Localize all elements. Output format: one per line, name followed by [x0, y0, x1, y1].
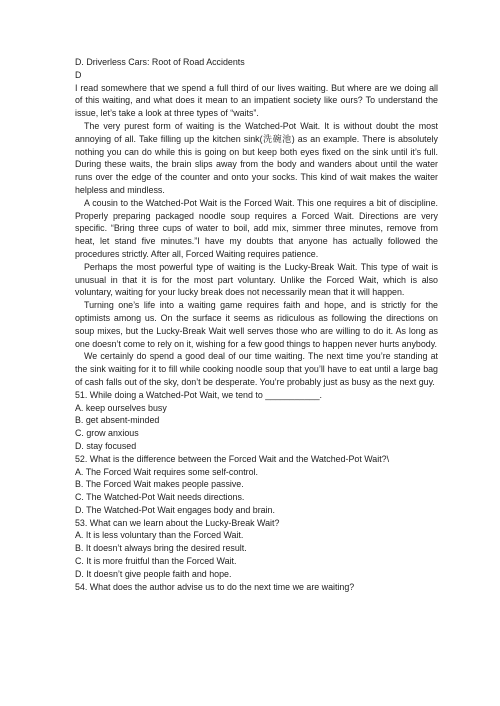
answer-option: D. The Watched-Pot Wait engages body and brain. [75, 504, 275, 515]
answer-option: C. The Watched-Pot Wait needs directions. [75, 492, 245, 503]
passage-paragraph: The very purest form of waiting is the Watched-Pot Wait. It is without doubt the most annoying of all. Take filling up the kitchen sink(洗碗池) as an example. There is absolutely nothing you can do while this is going on but keep both eyes fixed on the sink until it’s full. During these waits, the brain slips away from the body and wanders about until the water runs over the edge of the counter and onto your socks. This kind of wait makes the waiter helpless and mindless. [75, 120, 438, 195]
question-list [75, 389, 438, 594]
answer-option: D. stay focused [75, 440, 137, 451]
answer-option: D. It doesn’t give people faith and hope. [75, 568, 232, 579]
question-stem: 51. While doing a Watched-Pot Wait, we tend to ___________. [75, 389, 323, 400]
answer-option: C. It is more fruitful than the Forced Wait. [75, 556, 237, 567]
answer-option: C. grow anxious [75, 428, 139, 439]
answer-option: A. The Forced Wait requires some self-control. [75, 466, 258, 477]
document-page [75, 56, 438, 593]
passage-paragraph: Perhaps the most powerful type of waiting is the Lucky-Break Wait. This type of wait is unusual in that it is for the most part voluntary. Unlike the Forced Wait, which is also voluntary, waiting for your lucky break does not necessarily mean that it will happen. [75, 261, 438, 298]
answer-option: B. The Forced Wait makes people passive. [75, 479, 244, 490]
question-stem: 53. What can we learn about the Lucky-Break Wait? [75, 517, 280, 528]
passage-paragraph: We certainly do spend a good deal of our time waiting. The next time you’re standing at the sink waiting for it to fill while cooking noodle soup that you’ll have to eat until a large bag of cash falls out of the sky, don’t be desperate. You’re probably just as busy as the next guy. [75, 351, 438, 387]
passage-paragraph: A cousin to the Watched-Pot Wait is the Forced Wait. This one requires a bit of discipline. Properly preparing packaged noodle soup requires a Forced Wait. Directions are very specific. “Bring three cups of water to boil, add mix, simmer three minutes, remove from heat, let stand five minutes.”I have my doubts that anyone has actually followed the procedures strictly. After all, Forced Waiting requires patience. [75, 197, 438, 259]
passage-paragraph: I read somewhere that we spend a full third of our lives waiting. But where are we doing all of this waiting, and what does it mean to an impatient society like ours? To understand the issue, let’s take a look at three types of “waits”. [75, 82, 438, 119]
question-stem: 52. What is the difference between the Forced Wait and the Watched-Pot Wait?\ [75, 453, 390, 464]
reading-passage [75, 82, 438, 389]
answer-option: B. get absent-minded [75, 415, 160, 426]
answer-option: A. It is less voluntary than the Forced Wait. [75, 530, 244, 541]
section-letter: D [75, 69, 82, 80]
answer-option: A. keep ourselves busy [75, 402, 167, 413]
passage-paragraph: Turning one’s life into a waiting game requires faith and hope, and is strictly for the optimists among us. On the surface it seems as ridiculous as following the directions on soup mixes, but the Lucky-Break Wait well serves those who are willing to do it. As long as one doesn’t come to rely on it, wishing for a few good things to happen never hurts anybody. [75, 300, 438, 349]
question-stem: 54. What does the author advise us to do the next time we are waiting? [75, 581, 355, 592]
answer-option: B. It doesn’t always bring the desired result. [75, 543, 247, 554]
option-title: D. Driverless Cars: Root of Road Accidents [75, 57, 245, 67]
